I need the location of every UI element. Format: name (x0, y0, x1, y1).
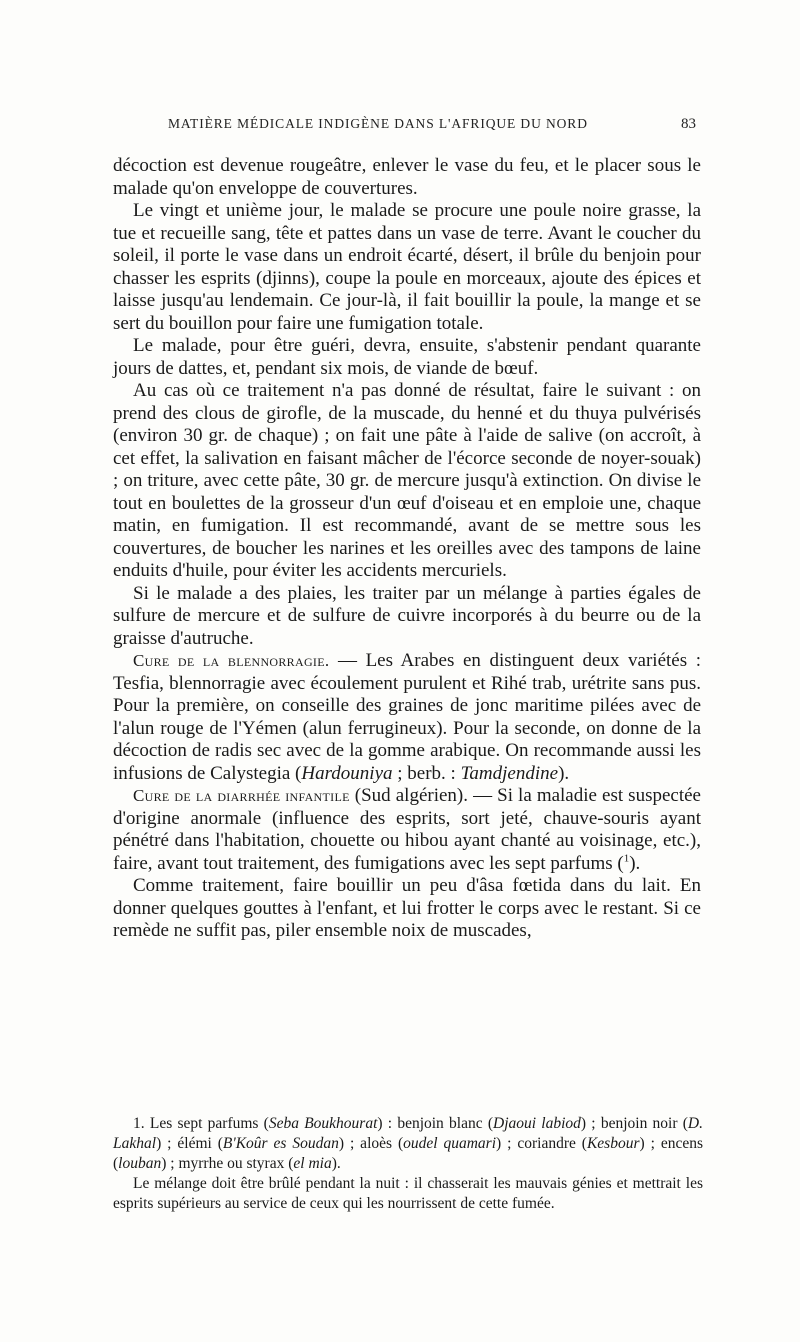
paragraph-traitement: Comme traitement, faire bouillir un peu d'âsa fœtida dans du lait. En donner quelques gouttes à l'enfant, et lui frotter le corps avec le restant. Si ce remède ne suffit pas, piler ensemble noix de muscades, (113, 875, 701, 941)
blennorragie-text-2: ; berb. : (392, 762, 461, 784)
paragraph-3: Le malade, pour être guéri, devra, ensuite, s'abstenir pendant quarante jours de dattes, et, pendant six mois, de viande de bœuf. (113, 335, 701, 379)
footnote-1-text: ) ; coriandre ( (496, 1135, 587, 1152)
footnotes (113, 1114, 703, 1214)
footnote-1-text: ) ; benjoin noir ( (580, 1115, 688, 1132)
section-heading-diarrhee: Cure de la diarrhée infantile (133, 786, 350, 805)
paragraph-4: Au cas où ce traitement n'a pas donné de résultat, faire le suivant : on prend des clous de girofle, de la muscade, du henné et du thuya pulvérisés (environ 30 gr. de chaque) ; on fait une pâte à l'aide de salive (on accroît, à cet effet, la salivation en faisant mâcher de l'écorce seconde de noyer-souak) ; on triture, avec cette pâte, 30 gr. de mercure jusqu'à extinction. On divise le tout en boulettes de la grosseur d'un œuf d'oiseau et en emploie une, chaque matin, en fumigation. Il est recommandé, avant de se mettre sous les couvertures, de boucher les narines et les oreilles avec des tampons de laine enduits d'huile, pour éviter les accidents mercuriels. (113, 380, 701, 581)
footnote-1-text: Les sept parfums ( (149, 1115, 269, 1132)
term-djaoui-labiod: Djaoui labiod (493, 1115, 581, 1132)
paragraph-2: Le vingt et unième jour, le malade se procure une poule noire grasse, la tue et recueille sang, tête et pattes dans un vase de terre. Avant le coucher du soleil, il porte le vase dans un endroit écarté, désert, il brûle du benjoin pour chasser les esprits (djinns), coupe la poule en morceaux, ajoute des épices et laisse jusqu'au lendemain. Ce jour-là, il fait bouillir la poule, la mange et se sert du bouillon pour faire une fumigation totale. (113, 200, 701, 334)
term-oudel-quamari: oudel quamari (403, 1135, 497, 1152)
paragraph-diarrhee (113, 785, 701, 875)
running-title: MATIÈRE MÉDICALE INDIGÈNE DANS L'AFRIQUE DU NORD (168, 116, 588, 131)
footnote-2: Le mélange doit être brûlé pendant la nuit : il chasserait les mauvais génies et mettrait les esprits supérieurs au service de ceux qui les nourrissent de cette fumée. (113, 1175, 703, 1212)
body-text (113, 155, 701, 943)
blennorragie-text-1: — Les Arabes en distinguent deux variétés : Tesfia, blennorragie avec écoulement purulent et Rihé trab, urétrite sans pus. Pour la première, on conseille des graines de jonc maritime pilées avec de l'alun rouge de l'Yémen (alun ferrugineux). Pour la seconde, on donne de la décoction de radis sec avec de la gomme arabique. On recommande aussi les infusions de Calystegia ( (113, 650, 701, 784)
section-heading-blennorragie: Cure de la blennorragie. (133, 651, 330, 670)
page-number: 83 (681, 116, 696, 132)
term-seba-boukhourat: Seba Boukhourat (268, 1115, 378, 1132)
diarrhee-text-2: ). (629, 852, 641, 874)
diarrhee-text-1: (Sud algérien). — Si la maladie est suspectée d'origine anormale (influence des esprits, sort jeté, chauve-souris ayant pénétré dans l'habitation, chouette ou hibou ayant chanté au voisinage, etc.), faire, avant tout traitement, des fumigations avec les sept parfums ( (113, 785, 701, 874)
page-header (168, 116, 696, 138)
footnote-1 (113, 1114, 703, 1174)
paragraph-5: Si le malade a des plaies, les traiter par un mélange à parties égales de sulfure de mercure et de sulfure de cuivre incorporés à du beurre ou de la graisse d'autruche. (113, 582, 701, 649)
term-hardouniya: Hardouniya (301, 762, 393, 784)
term-el-mia: el mia (293, 1155, 332, 1172)
footnote-1-text: ) : benjoin blanc ( (377, 1115, 493, 1132)
term-lakhal: D. Lakhal (113, 1115, 703, 1152)
footnote-1-number: 1. (133, 1115, 150, 1132)
footnote-1-text: ) ; élémi ( (156, 1135, 223, 1152)
paragraph-blennorragie (113, 650, 701, 785)
footnote-1-text: ). (331, 1155, 341, 1172)
footnote-1-text: ) ; encens ( (113, 1135, 704, 1172)
blennorragie-text-3: ). (558, 762, 570, 784)
term-louban: louban (118, 1155, 162, 1172)
term-tamdjendine: Tamdjendine (460, 762, 559, 784)
footnote-1-text: ) ; myrrhe ou styrax ( (161, 1155, 294, 1172)
term-bkour-es-soudan: B'Koûr es Soudan (222, 1135, 339, 1152)
footnote-1-text: ) ; aloès ( (338, 1135, 404, 1152)
footnote-ref-1[interactable]: 1 (623, 852, 630, 865)
paragraph-1: décoction est devenue rougeâtre, enlever le vase du feu, et le placer sous le malade qu'on enveloppe de couvertures. (113, 155, 701, 199)
term-kesbour: Kesbour (586, 1135, 640, 1152)
